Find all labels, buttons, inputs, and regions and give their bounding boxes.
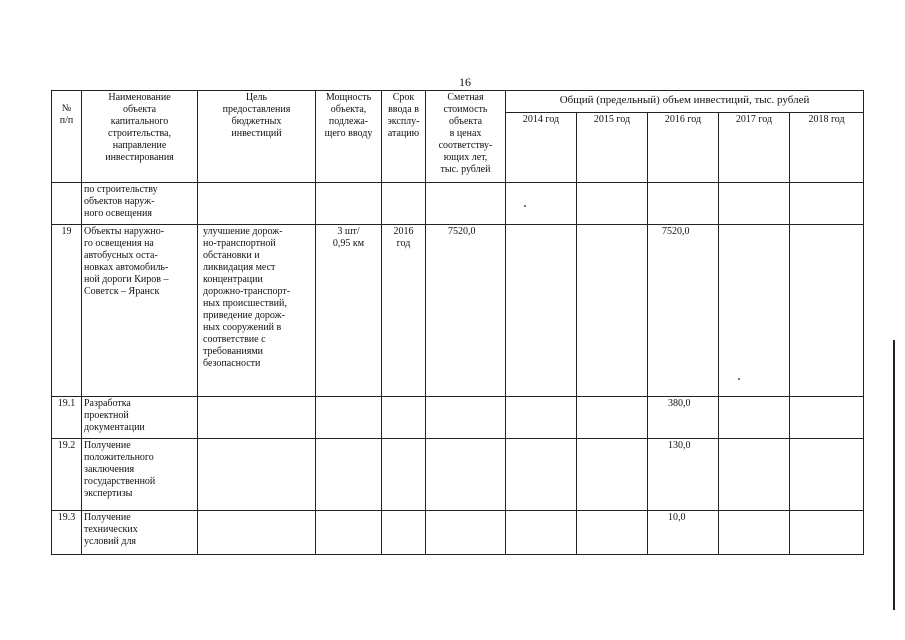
cell-2017 <box>719 439 790 511</box>
header-year-2018: 2018 год <box>790 113 864 183</box>
header-year-2016: 2016 год <box>648 113 719 183</box>
cell-term <box>382 511 426 555</box>
cell-goal <box>198 397 316 439</box>
cell-2018 <box>790 439 864 511</box>
table-row <box>52 183 864 225</box>
cell-2014 <box>506 225 577 397</box>
cell-cost: 7520,0 <box>426 225 506 397</box>
cell-2016: 10,0 <box>648 511 719 555</box>
cell-2016 <box>648 183 719 225</box>
header-col-cost: Сметная стоимость объекта в ценах соответству- ющих лет, тыс. рублей <box>426 91 506 183</box>
cell-name: Разработка проектной документации <box>82 397 198 439</box>
cell-num: 19.3 <box>52 511 82 555</box>
cell-2017 <box>719 511 790 555</box>
cell-num: 19.2 <box>52 439 82 511</box>
cell-cost <box>426 439 506 511</box>
cell-2014 <box>506 439 577 511</box>
header-row-top <box>52 91 864 113</box>
header-col-goal: Цель предоставления бюджетных инвестиций <box>198 91 316 183</box>
table-row <box>52 439 864 511</box>
scan-edge-line <box>893 340 895 610</box>
cell-2014 <box>506 511 577 555</box>
scan-speck <box>738 378 740 380</box>
cell-num <box>52 183 82 225</box>
cell-name: Получение технических условий для <box>82 511 198 555</box>
cell-2016: 7520,0 <box>648 225 719 397</box>
cell-goal: улучшение дорож- но-транспортной обстановки и ликвидация мест концентрации дорожно-транспорт- ных происшествий, приведение дорож- ных сооружений в соответствие с требованиями безопасности <box>198 225 316 397</box>
cell-2018 <box>790 397 864 439</box>
cell-2015 <box>577 439 648 511</box>
cell-name: Объекты наружно- го освещения на автобусных оста- новках автомобиль- ной дороги Киров – Советск – Яранск <box>82 225 198 397</box>
cell-cost <box>426 183 506 225</box>
cell-2018 <box>790 511 864 555</box>
investment-table <box>51 90 864 555</box>
cell-capacity <box>316 511 382 555</box>
cell-2017 <box>719 183 790 225</box>
cell-capacity <box>316 183 382 225</box>
header-col-num: № п/п <box>52 91 82 183</box>
header-year-2017: 2017 год <box>719 113 790 183</box>
cell-term <box>382 439 426 511</box>
scan-speck <box>524 205 526 207</box>
cell-2014 <box>506 397 577 439</box>
cell-term: 2016 год <box>382 225 426 397</box>
cell-2015 <box>577 397 648 439</box>
cell-2018 <box>790 183 864 225</box>
cell-name: Получение положительного заключения государственной экспертизы <box>82 439 198 511</box>
cell-goal <box>198 511 316 555</box>
cell-cost <box>426 397 506 439</box>
table-row <box>52 225 864 397</box>
cell-num: 19 <box>52 225 82 397</box>
header-col-capacity: Мощность объекта, подлежа- щего вводу <box>316 91 382 183</box>
cell-term <box>382 397 426 439</box>
table-row <box>52 397 864 439</box>
cell-2017 <box>719 397 790 439</box>
cell-term <box>382 183 426 225</box>
cell-goal <box>198 183 316 225</box>
cell-cost <box>426 511 506 555</box>
cell-2015 <box>577 183 648 225</box>
header-col-name: Наименование объекта капитального строительства, направление инвестирования <box>82 91 198 183</box>
cell-2016: 130,0 <box>648 439 719 511</box>
cell-2018 <box>790 225 864 397</box>
header-year-2015: 2015 год <box>577 113 648 183</box>
page-number: 16 <box>459 75 471 89</box>
table-row <box>52 511 864 555</box>
cell-capacity <box>316 439 382 511</box>
cell-2014 <box>506 183 577 225</box>
header-col-total: Общий (предельный) объем инвестиций, тыс. рублей <box>506 91 864 113</box>
cell-capacity: 3 шт/ 0,95 км <box>316 225 382 397</box>
cell-capacity <box>316 397 382 439</box>
cell-2015 <box>577 225 648 397</box>
cell-2016: 380,0 <box>648 397 719 439</box>
header-year-2014: 2014 год <box>506 113 577 183</box>
cell-num: 19.1 <box>52 397 82 439</box>
cell-2017 <box>719 225 790 397</box>
cell-name: по строительству объектов наруж- ного освещения <box>82 183 198 225</box>
cell-goal <box>198 439 316 511</box>
cell-2015 <box>577 511 648 555</box>
header-col-term: Срок ввода в эксплу- атацию <box>382 91 426 183</box>
